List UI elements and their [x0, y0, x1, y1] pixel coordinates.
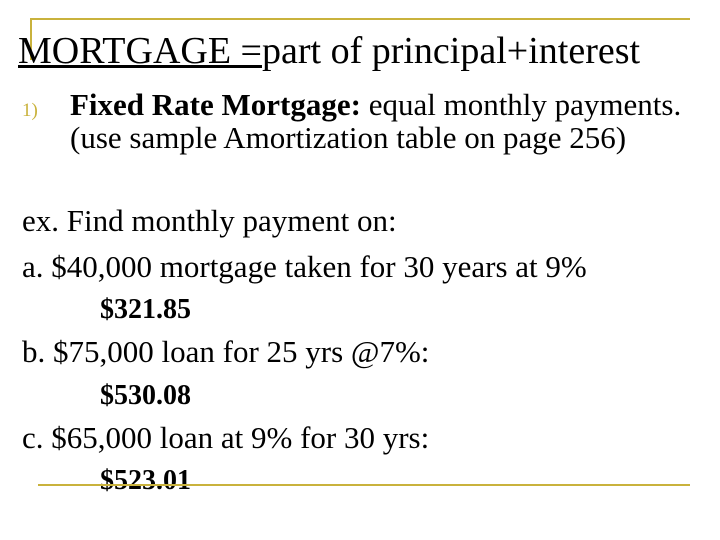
title-rest: part of principal+interest — [261, 30, 641, 72]
example-b-answer: $530.08 — [100, 380, 191, 411]
title-underlined: MORTGAGE = — [18, 30, 262, 72]
example-c-answer: $523.01 — [100, 465, 191, 496]
frame-bottom-line — [38, 484, 690, 486]
list-item-text — [22, 88, 702, 154]
item-description: equal monthly payments. (use sample Amortization table on page 256) — [70, 87, 682, 155]
frame-top-line — [30, 18, 690, 20]
list-number: 1) — [22, 100, 38, 121]
list-item-fixed-rate — [22, 88, 702, 154]
example-a-question: a. $40,000 mortgage taken for 30 years at 9% — [22, 249, 587, 284]
item-bold-label: Fixed Rate Mortgage: — [70, 87, 361, 122]
example-b-question: b. $75,000 loan for 25 yrs @7%: — [22, 334, 430, 369]
slide-title — [18, 30, 640, 74]
example-intro: ex. Find monthly payment on: — [22, 203, 397, 238]
example-a-answer: $321.85 — [100, 294, 191, 325]
example-c-question: c. $65,000 loan at 9% for 30 yrs: — [22, 420, 430, 455]
